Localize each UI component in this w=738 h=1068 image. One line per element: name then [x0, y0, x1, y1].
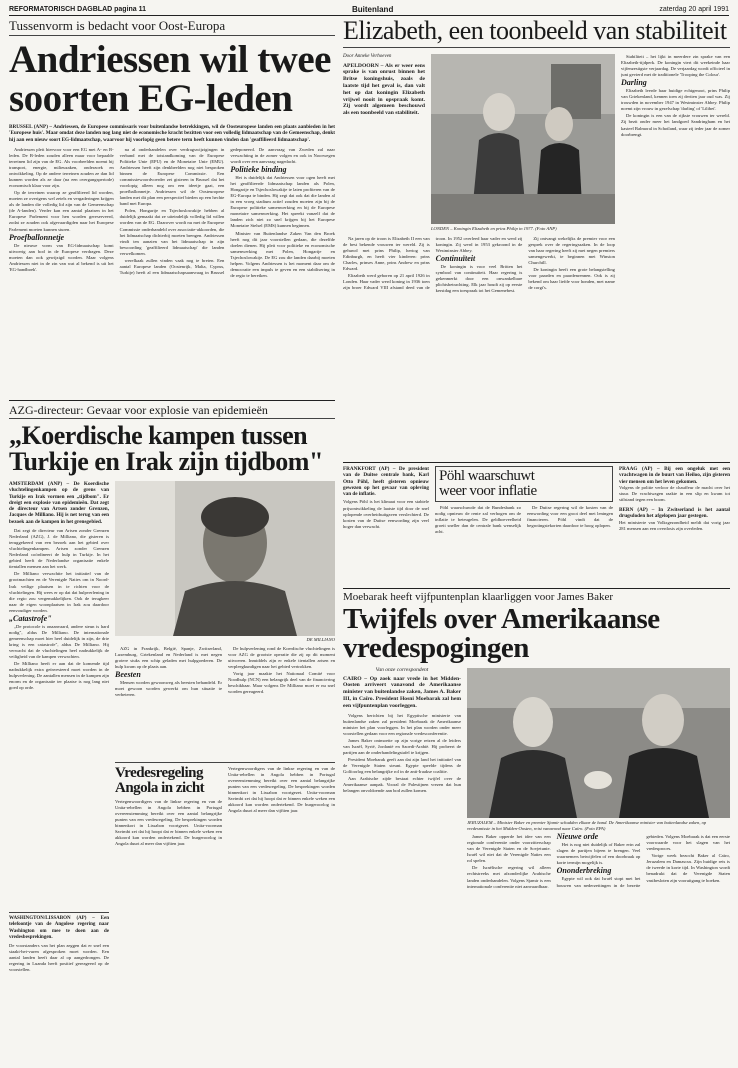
article-andriessen	[9, 18, 335, 398]
paragraph: De koningin heeft een grote belangstelling voor paarden en paardenrennen. Ook is zij bekend om haar liefde voor honden, met name de corgi's.	[528, 266, 615, 290]
headline-line: Andriessen wil twee	[9, 38, 331, 81]
photo-graphic	[467, 668, 730, 818]
paragraph: Zij ontvangt wekelijks de premier voor een gesprek over de regeringszaken. In de loop van haar regering heeft zij met negen premiers samengewerkt, te beginnen met Winston Churchill.	[528, 235, 615, 265]
photo-caption: JERUZALEM – Minister Baker en premier Sjamir schudden elkaar de hand. De Amerikaanse minister van buitenlandse zaken, op vredesmissie in het Midden-Oosten, reist vanavond naar Caïro. (Foto EPA)	[467, 820, 707, 831]
paragraph: Volgens de politie verloor de chauffeur de macht over het stuur. De vrachtwagen raakte in een slip en kwam tot stilstand tegen een boom.	[619, 484, 730, 502]
paragraph: Elizabeth werd geboren op 21 april 1926 in Londen. Haar vader werd koning in 1936 toen zijn broer Edward VIII afstand deed van de troon. In 1952 overleed haar vader en werd zij koningin. Zij werd in 1953 gekroond in de Westminster Abbey.	[343, 235, 523, 290]
paragraph: De koningin is een van de rijkste vrouwen ter wereld. Zij bezit onder meer het landgoed Sandringham en het kasteel Balmoral in Schotland, waar zij ieder jaar de zomer doorbrengt.	[621, 113, 730, 137]
paragraph: Het is nog niet duidelijk of Baker erin zal slagen de partijen bijeen te brengen. Veel waarnemers betwijfelen of een doorbraak op korte termijn mogelijk is.	[556, 842, 641, 866]
briefs	[619, 466, 730, 584]
paragraph: President Moebarak geeft aan dat zijn land het initiatief van de Verenigde Staten steunt. Egypte speelde tijdens de Golfoorlog een belangrijke rol in de anti-Iraakse coalitie.	[343, 756, 461, 774]
article-angola	[115, 762, 335, 847]
paragraph: Egypte wil ook dat Israël stopt met het bouwen van nederzettingen in de bezette gebieden. Volgens Moebarak is dat een eerste voorwaarde voor het slagen van het vredesproces.	[556, 834, 730, 888]
article-azg	[9, 403, 335, 1063]
paragraph: De Milliano heeft er aan dat de komende tijd nadrukkelijk extra geïnvesteerd moet worden in de hulpverlening. De aantallen mensen in de kampen zijn enorm en de organisatie ter plaatse is nog lang niet goed op orde.	[9, 661, 109, 691]
article-body	[435, 505, 613, 577]
photo-graphic	[115, 481, 335, 636]
photo-de-milliano	[115, 481, 335, 636]
lead: CAIRO – Op zoek naar vrede in het Midden-Oosten arriveert vanavond de Amerikaanse minister van buitenlandse zaken, James A. Baker III, in Caïro. President Hosni Moebarak zal hem een vijfpuntenplan voorleggen.	[343, 675, 461, 709]
kicker: Moebarak heeft vijfpuntenplan klaarliggen voor James Baker	[343, 591, 614, 603]
byline: Van onze correspondent	[375, 667, 429, 673]
headline-line: „Koerdische kampen tussen	[9, 421, 308, 450]
brief-item	[619, 507, 730, 532]
paragraph: De Duitse regering wil de kosten van de eenwording voor een groot deel met leningen financieren. Pöhl vindt dat de begrotingstekorten daardoor te hoog oplopen.	[527, 505, 613, 529]
headline-line: Angola in zicht	[115, 779, 205, 796]
paragraph: James Baker opperde het idee van een regionale conferentie onder voorzitterschap van de Verenigde Staten en de Sovjetunie. Israël wil niet dat de Verenigde Naties een rol spelen.	[467, 834, 551, 864]
paragraph: Dat zegt de directeur van Artsen zonder Grenzen Nederland (AZG), J. de Milliano, die gisteren is teruggekeerd van een bezoek aan het gebied over vluchtelingenkampen. Artsen zonder Grenzen Nederland coördineert de hulp in Turkije. In het gebied heeft de Nederlandse organisatie enkele tientallen mensen aan het werk.	[9, 528, 109, 570]
article-pohl	[343, 466, 613, 584]
headline	[435, 466, 613, 502]
paragraph: Na jaren op de troon is Elizabeth II een van de best bekende vrouwen ter wereld. Zij is gehuwd met prins Philip, hertog van Edinburgh, en heeft vier kinderen: prins Charles, prinses Anne, prins Andrew en prins Edward.	[343, 235, 430, 271]
headline	[115, 766, 222, 796]
paragraph: Stabiliteit – het lijkt in meerdere zin sprake van een Elizabeth-tijdperk. De koningin viert dit weekeinde haar vijfenzestigste verjaardag. De verjaardag wordt officieel in juni gevierd met de traditionele 'Trooping the Colour'.	[621, 54, 730, 78]
paragraph: De koningin is voor veel Britten het symbool van continuïteit. Haar regering is gekenmerkt door een onwankelbare plichtsbetrachting. Elk jaar houdt zij op eerste kerstdag een toespraak tot het Gemenebest.	[435, 263, 523, 293]
lead: WASHINGTON/LISSABON (AP) – Een telefoontje van de Angolese regering naar Washington om mee te doen aan de vredesbesprekingen.	[9, 916, 109, 940]
photo-queen-elizabeth	[431, 54, 615, 224]
paragraph: Vorig jaar maakte het Nationaal Comité voor Noodhulp (NCN) een belangrijk deel van de financiering beschikbaar. Maar volgens De Milliano moet er nu snel worden gereageerd.	[228, 670, 335, 694]
lead: PRAAG (AP) – Bij een ongeluk met een vrachtwagen in de buurt van Heiloo, zijn gisteren vier mensen om het leven gekomen.	[619, 466, 730, 485]
lead: BERN (AP) – In Zwitserland is het aantal drugsdoden het afgelopen jaar gestegen.	[619, 507, 730, 520]
article-body	[9, 528, 109, 908]
issue-date: zaterdag 20 april 1991	[659, 6, 729, 13]
paragraph: Pöhl waarschuwde dat de Bundesbank zo nodig opnieuw de rente zal verhogen om de inflatie te beteugelen. De geldhoeveelheid groeit sneller dan de centrale bank wenselijk acht.	[435, 505, 521, 535]
paragraph: Het ministerie van Volksgezondheid meldt dat vorig jaar 281 mensen aan een overdosis zijn overleden.	[619, 519, 730, 531]
divider	[9, 400, 335, 401]
lead: APELDOORN – Als er weer eens sprake is van onrust binnen het Britse koningshuis, zoals de laatste tijd het geval is, dan valt het op dat koningin Elizabeth vrijwel nooit in opspraak komt. Zij wordt algemeen beschouwd als een toonbeeld van stabiliteit.	[343, 62, 425, 117]
subhead: „Catastrofe"	[9, 613, 52, 623]
paragraph: Op de terreinen waarop ze geaffilieerd lid worden, moeten ze overigens wel zetels en vergaderingen krijgen als de landen die volledig lid zijn van de Gemeenschap (de A-landen). Verder kan een aantal plaatsen in het Europese Parlement voor hen worden gereserveerd, zodat ze zouden ook afgevaardigden naar het Europese Parlement moeten kunnen sturen.	[9, 190, 114, 232]
headline-line: soorten EG-leden	[9, 77, 293, 120]
paragraph: Aan Arabische zijde bestaat echter twijfel over de Amerikaanse aanpak. Vooral de Palestijnen vrezen dat hun belangen onvoldoende aan bod zullen komen.	[343, 776, 461, 794]
paragraph: werelkaak zullen vinden vaak nog te breien. Een aantal Europese landen (Oostenrijk, Malta, Cyprus, Turkije) heeft al een lidmaatschapsaanvraag in Brussel gedeponeerd. De aanvraag van Zweden zal naar verwachting in de zomer volgen en ook in Noorwegen wordt over een aanvraag nagedacht.	[119, 146, 335, 275]
photo-baker-shamir	[467, 668, 730, 818]
headline-line: Pöhl waarschuwt	[439, 468, 535, 484]
paragraph: Minister van Buitenlandse Zaken Van den Broek heeft nog dit jaar voorstellen gedaan, die dezelfde doelen dienen. Hij pleit voor politieke en economische samenwerking met Polen, Hongarije en Tsjechoslowakije. De EG zou die landen daarbij moeten helpen. Volgens Andriessen is het moment daar om de democratie een impuls te geven en een stabilisering in de regio te bereiken.	[230, 230, 335, 278]
headline: Elizabeth, een toonbeeld van stabiliteit	[343, 18, 730, 48]
paragraph: Vertegenwoordigers van de linkse regering en van de Unita-rebellen in Angola hebben in Portugal overeenstemming bereikt over een aantal belangrijke punten van een vredesregeling. De besprekingen worden binnenkort in Lissabon voortgezet. Unita-voorman Savimbi zei dat hij hoopt dat er binnen enkele weken een akkoord kan worden ondertekend. De burgeroorlog in Angola duurt al meer dan vijftien jaar.	[115, 798, 222, 846]
header-rule	[9, 15, 729, 16]
paragraph: Polen, Hongarije en Tsjechoslowakije hebben al duidelijk gemaakt dat ze uiteindelijk volledig lid willen worden van de EG. Daarover wordt nu met de Europese Commissie onderhandeld over associatie-akkoorden, die het lidmaatschap dichterbij moeten brengen. Andriessen vindt ten aanzien van het lidmaatschap in zijn bewoording 'geaffilieerd lidmaatschap' die landen verwelkomen.	[119, 208, 225, 256]
paragraph: „De protocole is onaanvaard, andere steun is hard nodig", aldus De Milliano. De internationale gemeenschap moet hier heel duidelijk in zijn, de drie kring is een catastrofe", aldus De Milliano. Hij verwacht dat de vluchtelingen heel nadrukkelijk de veiligheid van de kampen verwachten.	[9, 623, 109, 660]
subhead: Proefballonnetje	[9, 232, 65, 242]
paragraph: Mensen worden gewoonweg als beesten behandeld. Er moet gewoon worden gewerkt om hun situatie te verbeteren.	[115, 679, 222, 697]
paragraph: De nieuwe vorm van EG-lidmaatschap komt uitvoerig aan bod in de Europese verdragen. Deze moeten dan ook gewijzigd worden. Maar volgens Andriessen niet in de zin van wat al bekend is uit het 'EG-handboek'.	[9, 242, 114, 272]
article-body-right	[621, 54, 730, 458]
paragraph: James Baker ontmoette op zijn vorige reizen al de leiders van Israël, Syrië, Jordanië en Saoedi-Arabië. Hij probeert de partijen aan de onderhandelingstafel te krijgen.	[343, 737, 461, 755]
photo-caption: LONDEN – Koningin Elizabeth en prins Philip in 1977. (Foto ANP)	[431, 226, 557, 231]
lead: AMSTERDAM (ANP) – De Koerdische vluchtelingenkampen op de grens van Turkije en Irak vormen een „tijdbom". Er dreigt een explosie van epidemieën. Dat zegt de directeur van Artsen zonder Grenzen, Jacques de Milliano. Hij is net terug van een bezoek aan de kampen in het grensgebied.	[9, 481, 109, 525]
subhead: Beesten	[115, 669, 141, 679]
article-baker	[343, 591, 730, 1063]
photo-graphic	[431, 54, 615, 224]
subhead: Continuïteit	[435, 253, 476, 263]
paragraph: De voorstanders van het plan zeggen dat er snel een staakt-het-vuren afgesproken moet worden. Een aantal landen heeft daar al op aangedrongen. De regering in Luanda heeft positief gereageerd op de voorstellen.	[9, 943, 109, 973]
paragraph: Vorige week bezocht Baker al Caïro, Jeruzalem en Damascus. Zijn huidige reis is de tweede in korte tijd. In Washington wordt benadrukt dat de Verenigde Staten vastbesloten zijn vooruitgang te boeken.	[646, 853, 730, 883]
headline-line: Turkije en Irak zijn tijdbom"	[9, 447, 323, 476]
headline	[9, 423, 335, 475]
article-elizabeth	[343, 18, 730, 458]
photo-caption: DE MILLIANO	[306, 637, 335, 642]
paragraph: AZG in Frankrijk, België, Spanje, Zwitserland, Luxemburg, Griekenland en Nederland is met negen grotere stuks een schip geladen met hulpgoederen. De hulp kwam op de plaats aan.	[115, 645, 222, 669]
headline: Twijfels over Amerikaanse vredespogingen	[343, 603, 660, 664]
paragraph: De Milliano verwachtte het initiatief van de grootmachten en de Verenigde Naties om in Noord-Irak veilige plaatsen in te richten voor de vluchtelingen. Hij wees er op dat dat hulpverlening in die regio zou vergemakkelijken. Ook de terugkeer naar de eigen woonplaatsen in Irak zou daardoor eenvoudiger worden.	[9, 571, 109, 613]
article-body	[467, 834, 730, 1029]
paragraph: Vertegenwoordigers van de linkse regering en van de Unita-rebellen in Angola hebben in Portugal overeenstemming bereikt over een aantal belangrijke punten van een vredesregeling. De besprekingen worden binnenkort in Lissabon voortgezet. Unita-voorman Savimbi zei dat hij hoopt dat er binnen enkele weken een akkoord kan worden ondertekend. De burgeroorlog in Angola duurt al meer dan vijftien jaar.	[228, 765, 335, 813]
article-body	[9, 147, 335, 315]
kicker: Tussenvorm is bedacht voor Oost-Europa	[9, 18, 335, 36]
paper-name: REFORMATORISCH DAGBLAD pagina 11	[9, 6, 147, 13]
article-body	[115, 646, 335, 756]
paragraph: na al onderhandelen over verdragswijzigingen in verband met de totstandkoming van de Europese Politieke Unie (EPU) en de Monetaire Unie (EMU). Andriessen heeft zijn denkbeelden nog niet besproken binnen de Europese Commissie. Een commissiewoordvoerder zei gisteren in Brussel dat het voorlopig alleen nog om een ideetje gaat, een proefballonnetje. Andriessen wil de Oosteuropese landen met dit plan een perspectief bieden op een hechte band met Europa.	[119, 146, 225, 207]
paragraph: Het is duidelijk dat Andriessen voor ogen heeft met het geaffilieerde lidmaatschap landen als Polen, Hongarije en Tsjechoslowakije te laten profiteren van de EG-Europa te binden. Hij zegt dat ook dat die landen al in een vroeg stadium actief zouden moeten zijn bij de Europese politieke samenwerking en bij de Europese monetaire samenwerking. Het spreekt vanzelf dat de landen zich niet zo snel krijgen bij het Europese Monetaire Stelsel (EMS) kunnen beginnen.	[230, 175, 335, 229]
byline: Door Anneke Verhoeven	[343, 54, 392, 59]
headline-line: weer voor inflatie	[439, 483, 537, 499]
lead: FRANKFORT (AP) – De president van de Duitse centrale bank, Karl Otto Pöhl, heeft gisteren opnieuw gewezen op het gevaar van opleving van de inflatie.	[343, 466, 429, 498]
paragraph: Elizabeth leerde haar huidige echtgenoot, prins Philip van Griekenland, kennen toen zij dertien jaar oud was. Zij trouwden in november 1947 in Westminster Abbey. Philip noemt zijn vrouw in gezelschap 'darling' of 'Lilibet'.	[621, 88, 730, 112]
article-body	[343, 236, 615, 458]
subhead: Ononderbreking	[556, 866, 612, 876]
subhead: Darling	[621, 78, 647, 88]
paragraph: Volgens Pöhl is het klimaat voor een stabiele prijsontwikkeling de laatste tijd door de snel oplopende overheidsuitgaven verslechterd. De kosten van de Duitse eenwording zijn veel hoger dan verwacht.	[343, 499, 429, 529]
paragraph: Volgens berichten bij het Egyptische ministerie van buitenlandse zaken zal president Moebarak de Amerikaanse minister het plan voorleggen. In het plan worden onder meer voorstellen gedaan voor een regionale vredesconferentie.	[343, 712, 461, 736]
subhead: Politieke binding	[230, 165, 287, 175]
headline	[9, 40, 335, 118]
sidebar-washington	[9, 912, 109, 973]
brief-item	[619, 466, 730, 503]
divider	[343, 462, 730, 463]
paragraph: De hulpverlening rond de Koerdische vluchtelingen is voor AZG de grootste operatie die zij op dit moment uitvoeren. Inmiddels zijn er enkele tientallen artsen en verpleegkundigen naar het gebied vertrokken.	[228, 645, 335, 669]
divider	[343, 588, 730, 589]
article-body	[343, 713, 461, 1013]
kicker: AZG-directeur: Gevaar voor explosie van epidemieën	[9, 403, 335, 419]
paragraph: Andriessen pleit hiervoor voor een EG met A- en B-leden. De B-leden zouden alleen maar voor bepaalde terreinen lid zijn van de EG. Als voorbeelden noemt hij transport, energie, milieuzaken, onderzoek en ontwikkeling. Op de andere terreinen zouden ze dan lid kunnen worden als ze daar (na een overgangsperiode) economisch klaar voor zijn.	[9, 146, 114, 189]
headline-line: Vredesregeling	[115, 764, 203, 781]
lead: BRUSSEL (ANP) – Andriessen, de Europese commissaris voor buitenlandse betrekkingen, wil de Oosteuropese landen een plaats aanbieden in het 'Europese huis'. Maar omdat deze landen nog lang niet de economische kracht bezitten voor een volledig lidmaatschap van de Gemeenschap, denkt hij aan een nieuw soort EG-lidmaatschap, waarvoor hij voorlopig geen betere term heeft kunnen vinden dan 'geaffilieerd lidmaatschap'.	[9, 124, 335, 143]
paragraph: De Israëlische regering wil alleen rechtstreeks met afzonderlijke Arabische landen onderhandelen. Volgens Sjamir is een internationale conferentie niet aanvaardbaar.	[467, 865, 551, 889]
section-name: Buitenland	[352, 5, 394, 14]
subhead: Nieuwe orde	[556, 832, 599, 842]
